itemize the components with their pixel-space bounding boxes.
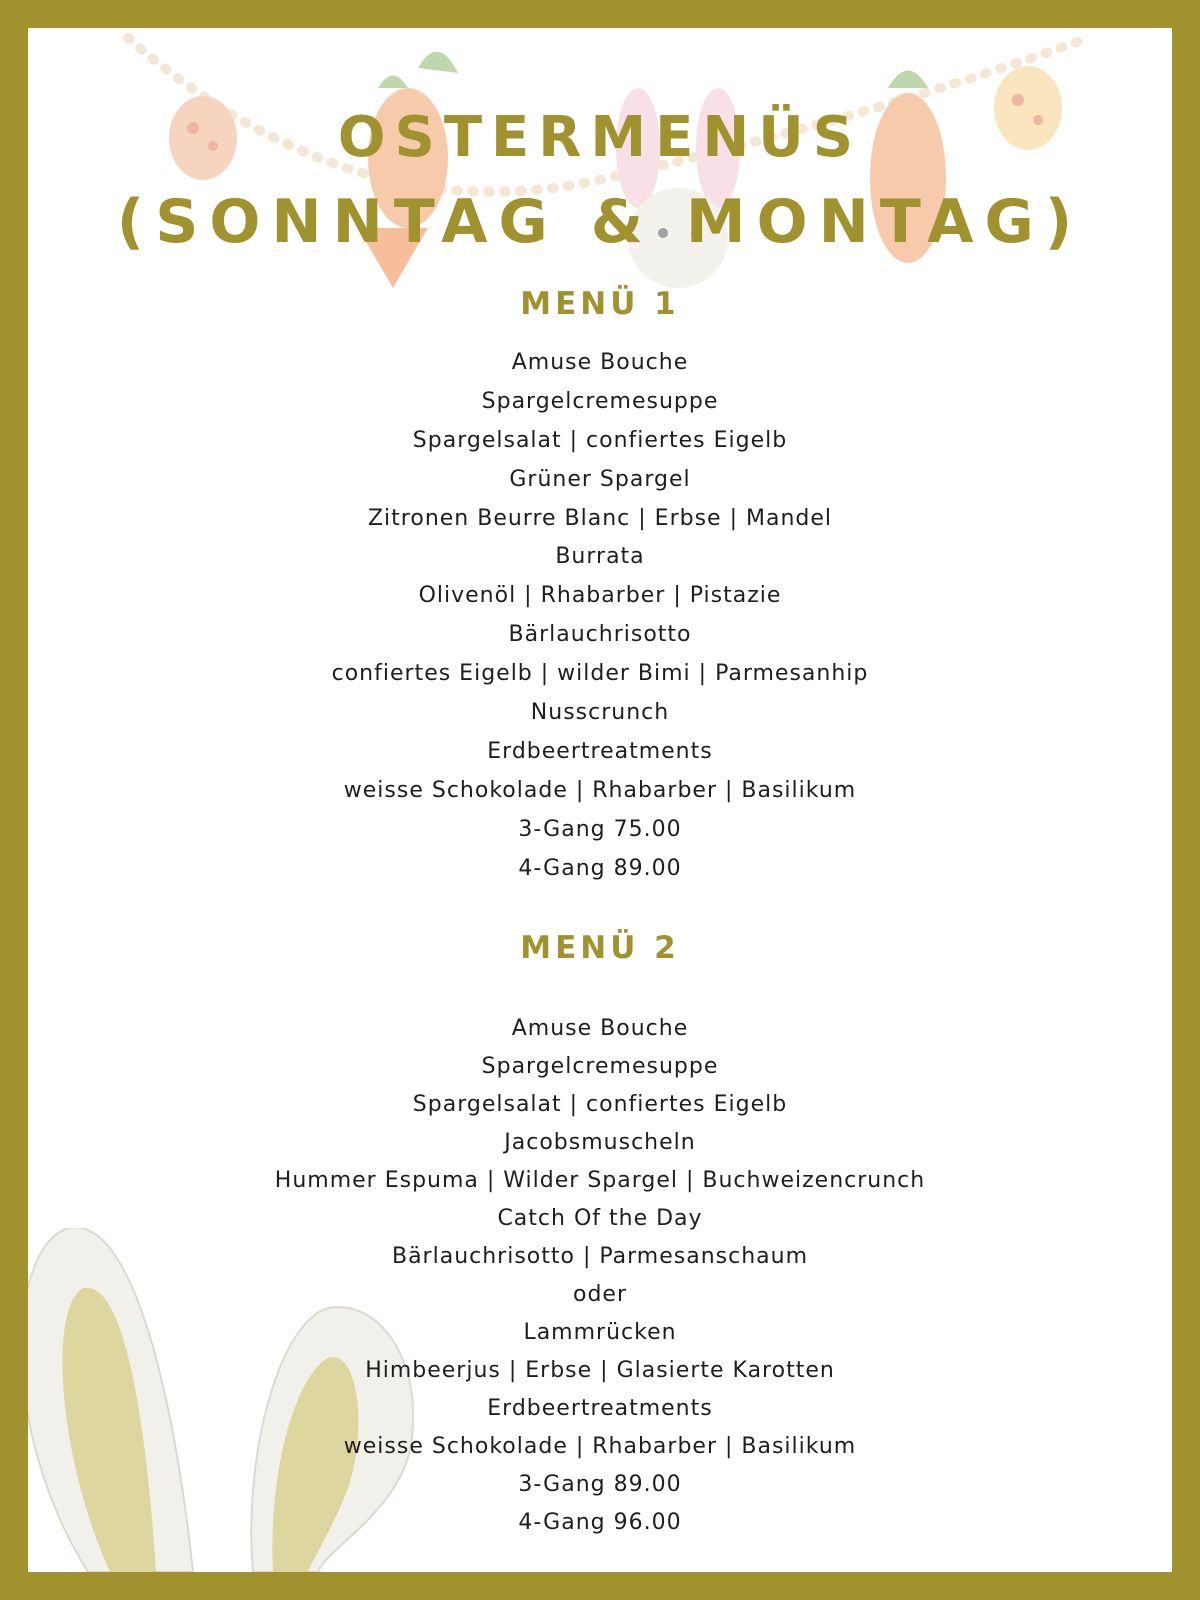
menu1-price: 4-Gang 89.00 [518,855,682,881]
page-title: OSTERMENÜS [337,105,863,170]
menu1-item: Erdbeertreatments [487,738,713,764]
menu2-item: oder [572,1282,627,1307]
menu1-heading: MENÜ 1 [520,286,680,322]
menu1-item: Grüner Spargel [509,466,691,492]
menu2-price: 4-Gang 96.00 [518,1510,682,1535]
easter-garland-icon [108,28,1098,318]
page-subtitle: (SONNTAG & MONTAG) [116,187,1084,257]
menu1-item: Spargelsalat | confiertes Eigelb [412,427,788,453]
menu-card [28,28,1172,1572]
menu2-item: Himbeerjus | Erbse | Glasierte Karotten [365,1358,835,1383]
menu2-item: Spargelsalat | confiertes Eigelb [412,1092,788,1117]
menu2-item: weisse Schokolade | Rhabarber | Basilikum [343,1434,857,1459]
menu2-item: Erdbeertreatments [487,1396,713,1421]
menu1-price: 3-Gang 75.00 [518,816,682,842]
menu2-item: Jacobsmuscheln [504,1130,696,1155]
menu2-item-list [28,1010,1172,1542]
menu1-item: confiertes Eigelb | wilder Bimi | Parmesanhip [331,661,869,687]
menu1-item-list [28,344,1172,888]
menu1-item: Bärlauchrisotto [508,622,692,648]
menu1-item: Zitronen Beurre Blanc | Erbse | Mandel [367,505,832,531]
menu2-item: Hummer Espuma | Wilder Spargel | Buchweizencrunch [274,1168,926,1193]
menu1-item: Olivenöl | Rhabarber | Pistazie [418,583,782,609]
menu2-item: Bärlauchrisotto | Parmesanschaum [391,1244,808,1269]
menu1-item: Burrata [555,544,645,570]
menu2-heading: MENÜ 2 [520,930,680,966]
menu2-price: 3-Gang 89.00 [518,1472,682,1497]
menu1-item: Spargelcremesuppe [481,388,719,414]
menu2-item: Amuse Bouche [511,1016,689,1041]
menu1-item: Amuse Bouche [511,350,689,375]
menu1-item: Nusscrunch [530,700,670,726]
menu2-item: Catch Of the Day [497,1206,703,1231]
menu2-item: Lammrücken [523,1320,677,1345]
menu1-item: weisse Schokolade | Rhabarber | Basilikum [343,777,857,803]
menu2-item: Spargelcremesuppe [481,1054,719,1079]
